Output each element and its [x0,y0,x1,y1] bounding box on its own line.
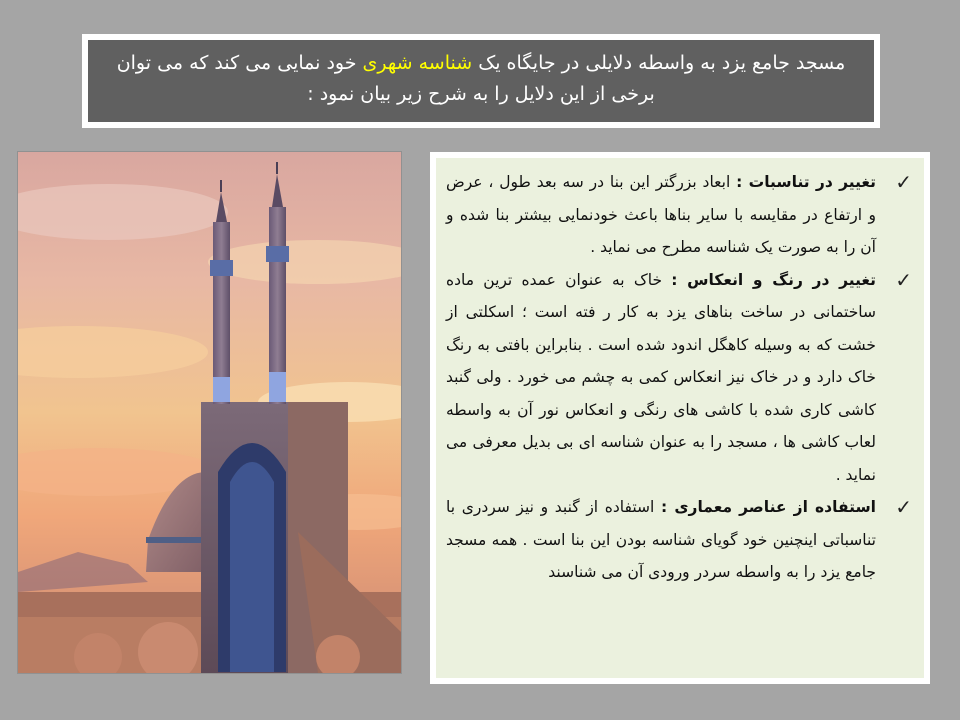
bullet-item-color-reflection [446,264,912,492]
text-panel-frame [430,152,930,684]
mosque-illustration [18,152,401,673]
bullet-text: خاک به عنوان عمده ترین ماده ساختمانی در ساخت بناهای یزد به کار ر فته است ؛ اسکلتی از خشت که به وسیله کاهگل اندود شده است . بنابراین بافتی به رنگ خاک دارد و در خاک نیز انعکاس کمی به چشم می خورد . ولی گنبد کاشی کاری شده با کاشی های رنگی و انعکاس نور آن به واسطه لعاب کاشی ها ، مسجد را به عنوان شناسه ای بی بدیل معرفی می نماید . [446,270,876,484]
title-text-part2: خود نمایی می کند که می توان برخی از این دلایل را به شرح زیر بیان نمود : [116,52,655,105]
title-frame [82,34,880,128]
checkmark-icon: ✓ [895,495,912,519]
title-text-part1: مسجد جامع یزد به واسطه دلایلی در جایگاه یک [472,52,846,74]
title-text [88,40,874,122]
bullet-item-proportions [446,166,912,264]
checkmark-icon: ✓ [895,267,912,292]
title-highlight: شناسه شهری [362,52,473,74]
bullet-heading: استفاده از عناصر معماری : [661,498,876,516]
bullet-heading: تغییر در تناسبات : [736,173,876,191]
bullet-heading: تغییر در رنگ و انعکاس : [671,270,876,289]
bullet-text: ابعاد بزرگتر این بنا در سه بعد طول ، عرض و ارتفاع در مقایسه با سایر بناها باعث خودنمایی بیشتر بنا شده و آن را به صورت یک شناسه مطرح می نماید . [446,173,876,256]
text-panel [436,158,924,678]
bullet-item-architecture [446,491,912,589]
checkmark-icon: ✓ [895,170,912,194]
bullet-text: استفاده از گنبد و نیز سردری با تناسباتی اینچنین خود گویای شناسه بودن این بنا است . همه مسجد جامع یزد را به واسطه سردر ورودی آن می شناسند [446,498,876,581]
mosque-photo [18,152,401,673]
